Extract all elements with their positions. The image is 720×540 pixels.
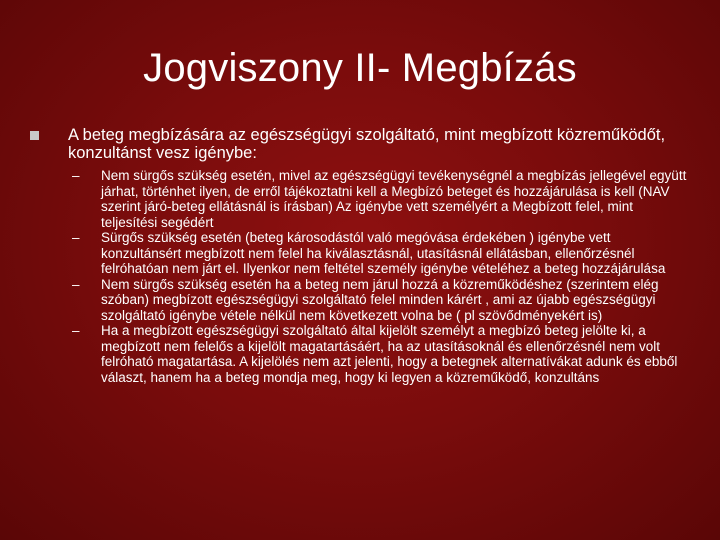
sub-bullet-text: Ha a megbízott egészségügyi szolgáltató által kijelölt személyt a megbízó beteg jelölte ki, a megbízott nem felelős a kijelölt magatartásáért, ha az utasításoknál és ellenőrzésnél nem volt felróható magatartása. A kijelölés nem azt jelenti, hogy a betegnek alternatívákat adunk és ebből választ, hanem ha a beteg mondja meg, hogy ki legyen a közreműködő, konzultáns <box>101 323 678 385</box>
main-bullet <box>30 126 690 162</box>
sub-bullet-text: Nem sürgős szükség esetén, mivel az egészségügyi tevékenységnél a megbízás jellegével együtt járhat, történhet ilyen, de erről tájékoztatni kell a Megbízó beteget és hozzájárulása is kell (NAV szerint járó-beteg ellátásnál is írásban) Az igénybe vett személyért a Megbízott felel, mint teljesítési segédért <box>101 168 687 230</box>
square-bullet-icon <box>30 131 39 140</box>
sub-bullet-item <box>72 230 692 277</box>
sub-bullet-item <box>72 323 692 385</box>
sub-bullet-item <box>72 168 692 230</box>
dash-bullet-icon: – <box>72 168 80 183</box>
sub-bullet-item <box>72 277 692 324</box>
dash-bullet-icon: – <box>72 230 80 245</box>
sub-bullet-text: Sürgős szükség esetén (beteg károsodástól való megóvása érdekében ) igénybe vett konzultánsért megbízott nem felel ha kiválasztásnál, utasításnál ellátásban, ellenőrzésnél felróhatóan nem járt el. Ilyenkor nem feltétel személy igénybe vételéhez a beteg hozzájárulása <box>101 230 666 276</box>
slide-title: Jogviszony II- Megbízás <box>143 46 577 90</box>
sub-bullet-list <box>72 168 692 385</box>
main-bullet-text: A beteg megbízására az egészségügyi szolgáltató, mint megbízott közreműködőt, konzultánst vesz igénybe: <box>68 126 666 162</box>
dash-bullet-icon: – <box>72 276 80 292</box>
sub-bullet-text: Nem sürgős szükség esetén ha a beteg nem járul hozzá a közreműködéshez (szerintem elég szóban) megbízott egészségügyi szolgáltató felel minden kárért , ami az újabb egészségügyi szolgáltató igénybe vétele nélkül nem következett volna be ( pl szövődményekért is) <box>101 276 659 323</box>
dash-bullet-icon: – <box>72 323 80 338</box>
